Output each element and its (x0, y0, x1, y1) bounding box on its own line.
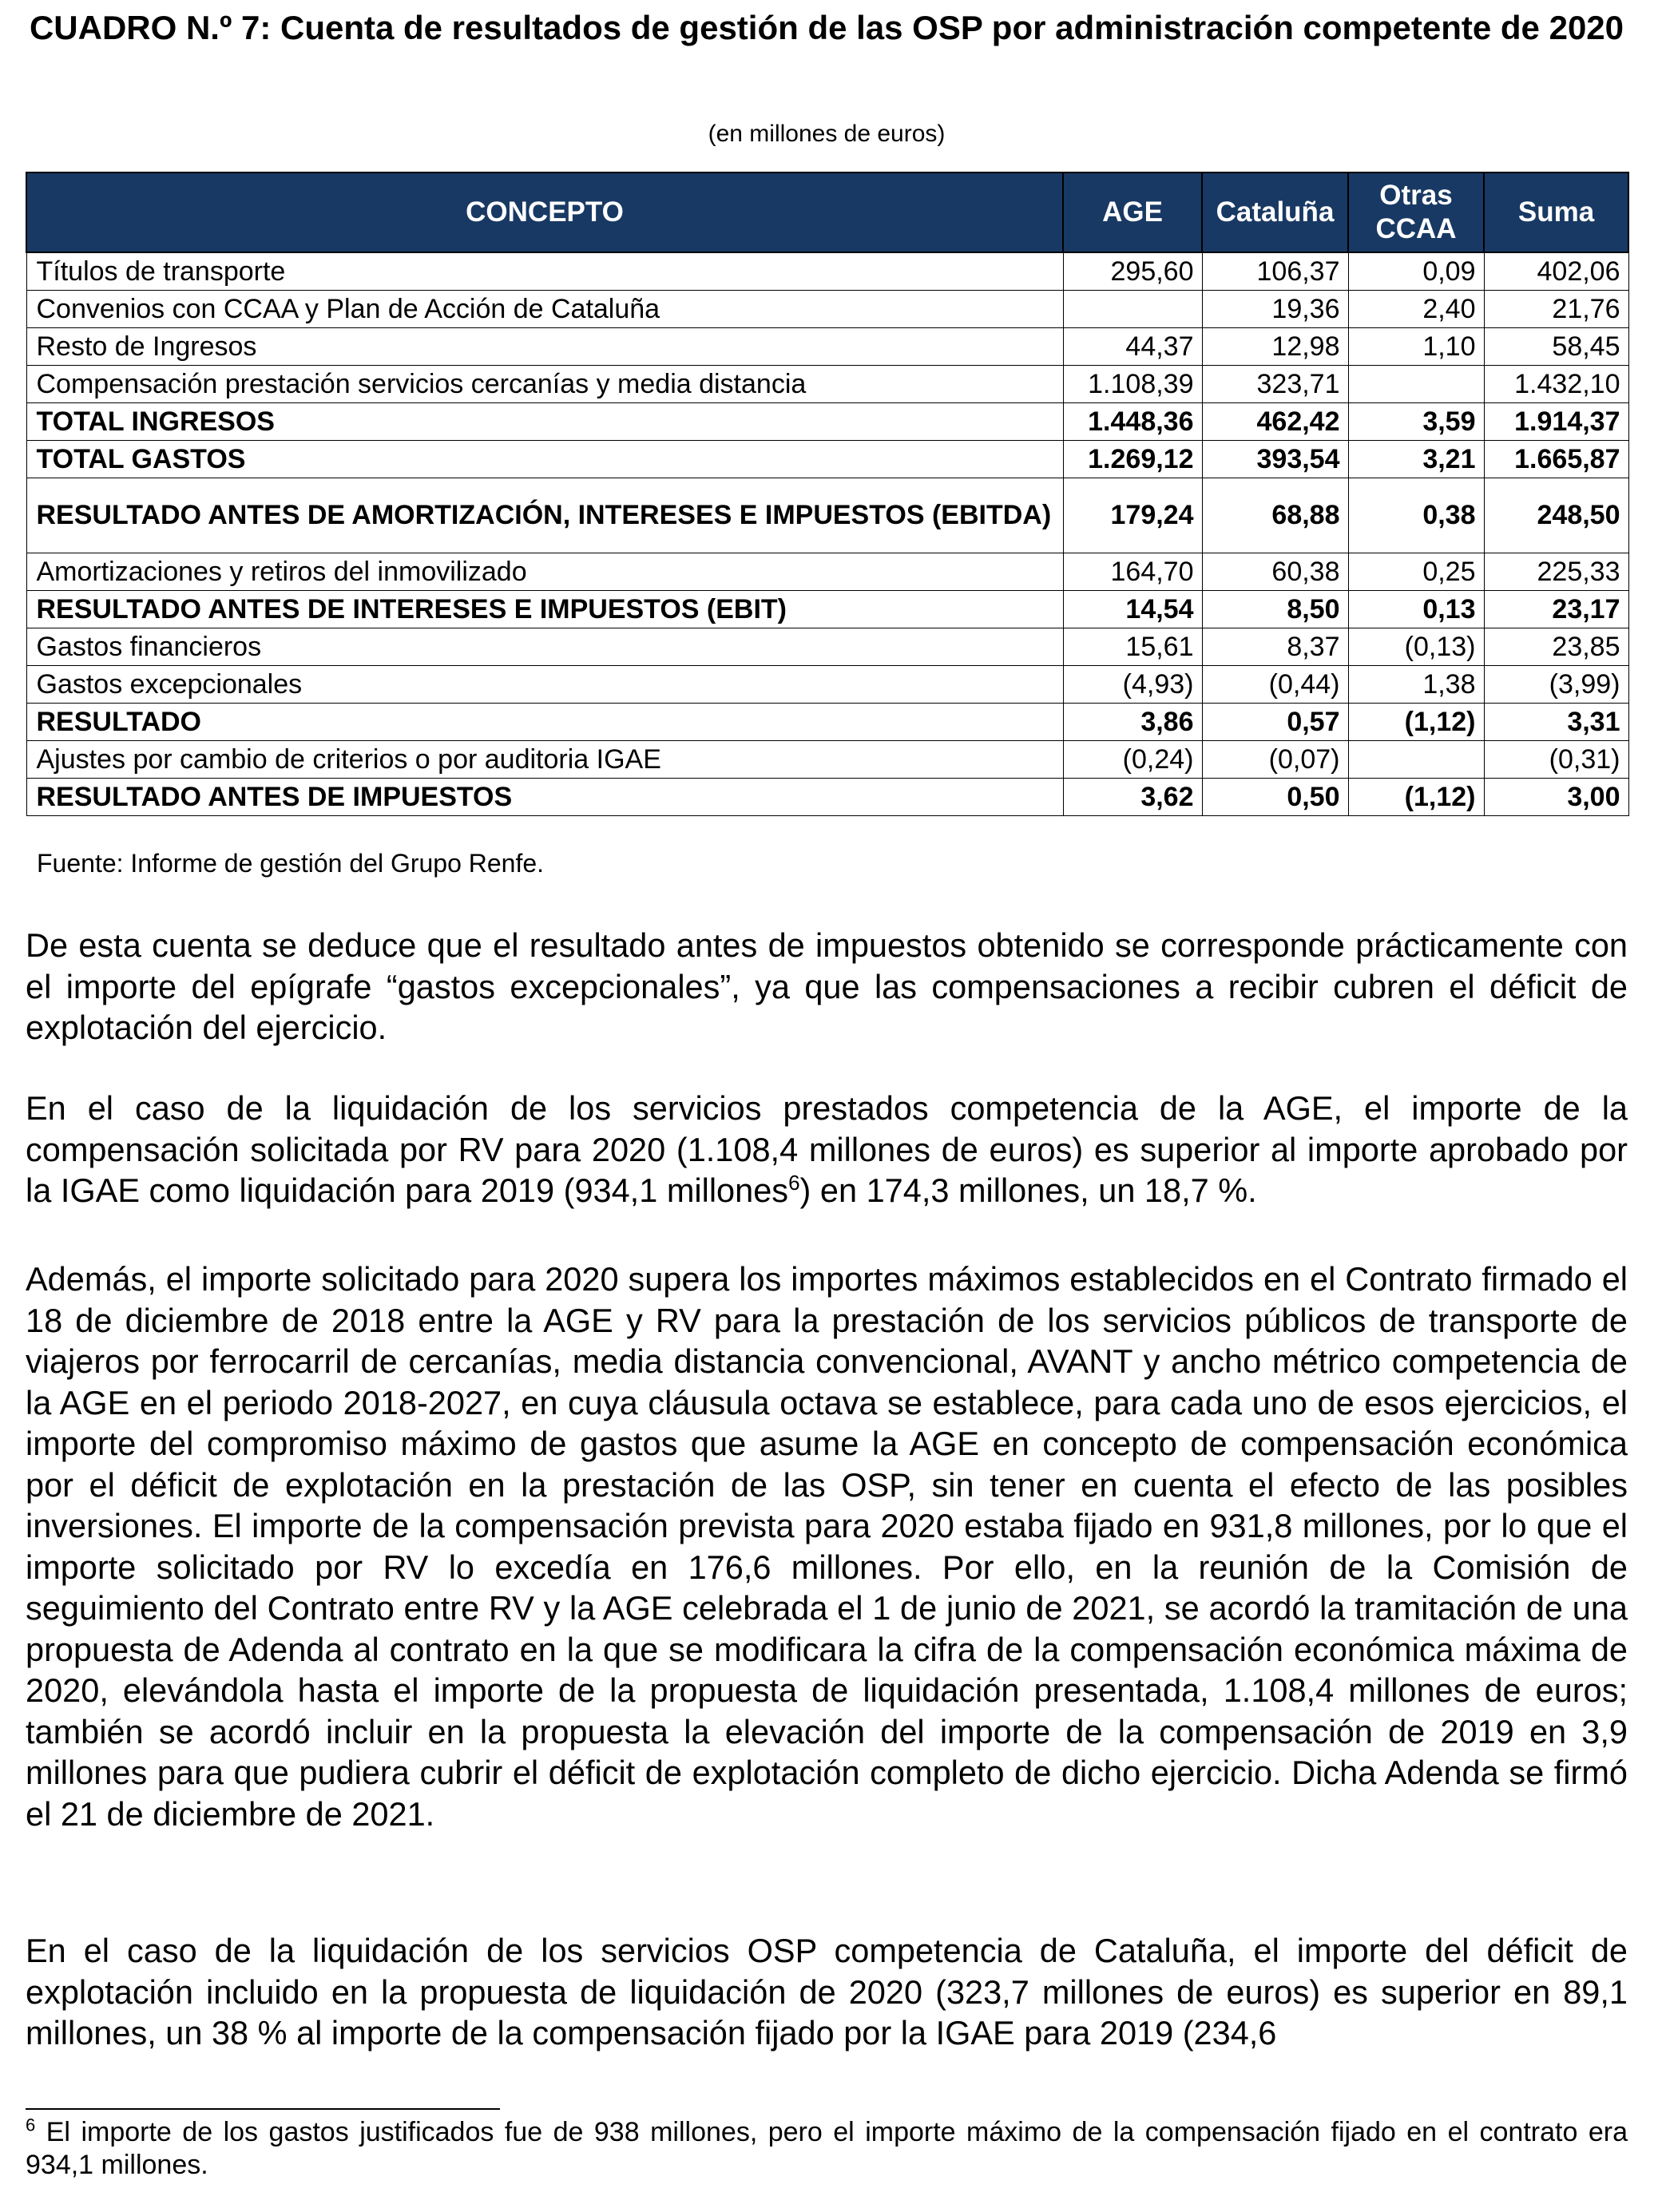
cell-age: 179,24 (1063, 478, 1202, 553)
results-table (26, 172, 1629, 816)
cell-suma: 1.914,37 (1484, 402, 1628, 440)
paragraph-2-text-b: ) en 174,3 millones, un 18,7 %. (799, 1171, 1257, 1209)
cell-cataluna: (0,07) (1202, 740, 1348, 778)
cell-otras-ccaa: 0,13 (1348, 590, 1484, 628)
table-row (26, 327, 1628, 365)
table-body (26, 252, 1628, 815)
cell-suma: 58,45 (1484, 327, 1628, 365)
cell-concepto: Compensación prestación servicios cercanías y media distancia (26, 365, 1063, 402)
cell-suma: (0,31) (1484, 740, 1628, 778)
header-suma: Suma (1484, 172, 1628, 252)
cell-concepto: Amortizaciones y retiros del inmovilizado (26, 553, 1063, 590)
cell-otras-ccaa: 2,40 (1348, 290, 1484, 327)
paragraph-4: En el caso de la liquidación de los servicios OSP competencia de Cataluña, el importe del déficit de explotación incluido en la propuesta de liquidación de 2020 (323,7 millones de euros) es superior en 89,1 millones, un 38 % al importe de la compensación fijado por la IGAE para 2019 (234,6 (26, 1932, 1628, 2051)
cell-suma: 23,85 (1484, 628, 1628, 665)
cell-age: 1.448,36 (1063, 402, 1202, 440)
cell-concepto: Ajustes por cambio de criterios o por auditoria IGAE (26, 740, 1063, 778)
cell-otras-ccaa: (1,12) (1348, 778, 1484, 815)
table-row (26, 290, 1628, 327)
cell-age: 1.108,39 (1063, 365, 1202, 402)
cell-otras-ccaa: 0,25 (1348, 553, 1484, 590)
cell-otras-ccaa (1348, 740, 1484, 778)
paragraph-2 (26, 1088, 1628, 1211)
cell-age: 1.269,12 (1063, 440, 1202, 478)
cell-concepto: Gastos financieros (26, 628, 1063, 665)
cell-suma: 1.432,10 (1484, 365, 1628, 402)
footnote-number: 6 (26, 2115, 36, 2135)
cell-otras-ccaa: 3,59 (1348, 402, 1484, 440)
cell-cataluna: (0,44) (1202, 665, 1348, 703)
cell-concepto: RESULTADO ANTES DE INTERESES E IMPUESTOS (EBIT) (26, 590, 1063, 628)
cell-otras-ccaa: 3,21 (1348, 440, 1484, 478)
cell-age: 3,86 (1063, 703, 1202, 740)
cell-cataluna: 393,54 (1202, 440, 1348, 478)
paragraph-2-text-a: En el caso de la liquidación de los servicios prestados competencia de la AGE, el importe de la compensación solicitada por RV para 2020 (1.108,4 millones de euros) es superior al importe aprobado por la IGAE como liquidación para 2019 (934,1 millones (26, 1089, 1628, 1209)
cell-concepto: Convenios con CCAA y Plan de Acción de Cataluña (26, 290, 1063, 327)
header-age: AGE (1063, 172, 1202, 252)
cell-suma: 23,17 (1484, 590, 1628, 628)
table-source: Fuente: Informe de gestión del Grupo Renfe. (37, 849, 545, 878)
cell-suma: 1.665,87 (1484, 440, 1628, 478)
cell-age (1063, 290, 1202, 327)
cell-otras-ccaa: 1,10 (1348, 327, 1484, 365)
footnote-ref[interactable]: 6 (788, 1171, 800, 1195)
table-row (26, 740, 1628, 778)
cell-cataluna: 60,38 (1202, 553, 1348, 590)
table-header-row (26, 172, 1628, 252)
table-row (26, 665, 1628, 703)
table-row (26, 440, 1628, 478)
cell-cataluna: 0,57 (1202, 703, 1348, 740)
cell-cataluna: 12,98 (1202, 327, 1348, 365)
cell-age: (4,93) (1063, 665, 1202, 703)
cell-concepto: TOTAL GASTOS (26, 440, 1063, 478)
cell-concepto: TOTAL INGRESOS (26, 402, 1063, 440)
cell-age: 295,60 (1063, 252, 1202, 290)
cell-otras-ccaa: (1,12) (1348, 703, 1484, 740)
footnote (26, 2116, 1628, 2182)
table-subtitle: (en millones de euros) (708, 121, 946, 147)
table-row (26, 478, 1628, 553)
cell-cataluna: 8,37 (1202, 628, 1348, 665)
table-row (26, 778, 1628, 815)
table-row (26, 628, 1628, 665)
cell-cataluna: 19,36 (1202, 290, 1348, 327)
cell-age: 44,37 (1063, 327, 1202, 365)
footnote-text: El importe de los gastos justificados fue de 938 millones, pero el importe máximo de la compensación fijado en el contrato era 934,1 millones. (26, 2117, 1628, 2180)
cell-cataluna: 68,88 (1202, 478, 1348, 553)
cell-age: 15,61 (1063, 628, 1202, 665)
table-title: CUADRO N.º 7: Cuenta de resultados de gestión de las OSP por administración competente de 2020 (29, 9, 1624, 46)
paragraph-1: De esta cuenta se deduce que el resultado antes de impuestos obtenido se corresponde prácticamente con el importe del epígrafe “gastos excepcionales”, ya que las compensaciones a recibir cubren el déficit de explotación del ejercicio. (26, 926, 1628, 1046)
cell-concepto: RESULTADO (26, 703, 1063, 740)
cell-concepto: Títulos de transporte (26, 252, 1063, 290)
cell-suma: 248,50 (1484, 478, 1628, 553)
header-otras-ccaa: Otras CCAA (1348, 172, 1484, 252)
cell-suma: 3,00 (1484, 778, 1628, 815)
table-row (26, 590, 1628, 628)
footnote-divider (26, 2108, 500, 2110)
cell-concepto: RESULTADO ANTES DE AMORTIZACIÓN, INTERESES E IMPUESTOS (EBITDA) (26, 478, 1063, 553)
table-row (26, 252, 1628, 290)
cell-cataluna: 462,42 (1202, 402, 1348, 440)
cell-cataluna: 106,37 (1202, 252, 1348, 290)
table-row (26, 703, 1628, 740)
cell-suma: 21,76 (1484, 290, 1628, 327)
cell-otras-ccaa: 1,38 (1348, 665, 1484, 703)
table-row (26, 365, 1628, 402)
cell-cataluna: 0,50 (1202, 778, 1348, 815)
cell-concepto: Gastos excepcionales (26, 665, 1063, 703)
cell-concepto: RESULTADO ANTES DE IMPUESTOS (26, 778, 1063, 815)
header-concepto: CONCEPTO (26, 172, 1063, 252)
cell-concepto: Resto de Ingresos (26, 327, 1063, 365)
cell-cataluna: 8,50 (1202, 590, 1348, 628)
cell-otras-ccaa (1348, 365, 1484, 402)
cell-otras-ccaa: 0,38 (1348, 478, 1484, 553)
cell-age: 164,70 (1063, 553, 1202, 590)
cell-suma: 225,33 (1484, 553, 1628, 590)
cell-otras-ccaa: 0,09 (1348, 252, 1484, 290)
table-row (26, 553, 1628, 590)
cell-age: (0,24) (1063, 740, 1202, 778)
cell-age: 14,54 (1063, 590, 1202, 628)
paragraph-3: Además, el importe solicitado para 2020 supera los importes máximos establecidos en el Contrato firmado el 18 de diciembre de 2018 entre la AGE y RV para la prestación de los servicios públicos de transporte de viajeros por ferrocarril de cercanías, media distancia convencional, AVANT y ancho métrico competencia de la AGE en el periodo 2018-2027, en cuya cláusula octava se establece, para cada uno de esos ejercicios, el importe del compromiso máximo de gastos que asume la AGE en concepto de compensación económica por el déficit de explotación en la prestación de las OSP, sin tener en cuenta el efecto de las posibles inversiones. El importe de la compensación prevista para 2020 estaba fijado en 931,8 millones, por lo que el importe solicitado por RV lo excedía en 176,6 millones. Por ello, en la reunión de la Comisión de seguimiento del Contrato entre RV y la AGE celebrada el 1 de junio de 2021, se acordó la tramitación de una propuesta de Adenda al contrato en la que se modificara la cifra de la compensación económica máxima de 2020, elevándola hasta el importe de la propuesta de liquidación presentada, 1.108,4 millones de euros; también se acordó incluir en la propuesta la elevación del importe de la compensación de 2019 en 3,9 millones para que pudiera cubrir el déficit de explotación completo de dicho ejercicio. Dicha Adenda se firmó el 21 de diciembre de 2021. (26, 1260, 1628, 1833)
cell-suma: 3,31 (1484, 703, 1628, 740)
cell-otras-ccaa: (0,13) (1348, 628, 1484, 665)
cell-suma: (3,99) (1484, 665, 1628, 703)
cell-suma: 402,06 (1484, 252, 1628, 290)
cell-cataluna: 323,71 (1202, 365, 1348, 402)
cell-age: 3,62 (1063, 778, 1202, 815)
header-cataluna: Cataluña (1202, 172, 1348, 252)
table-row (26, 402, 1628, 440)
